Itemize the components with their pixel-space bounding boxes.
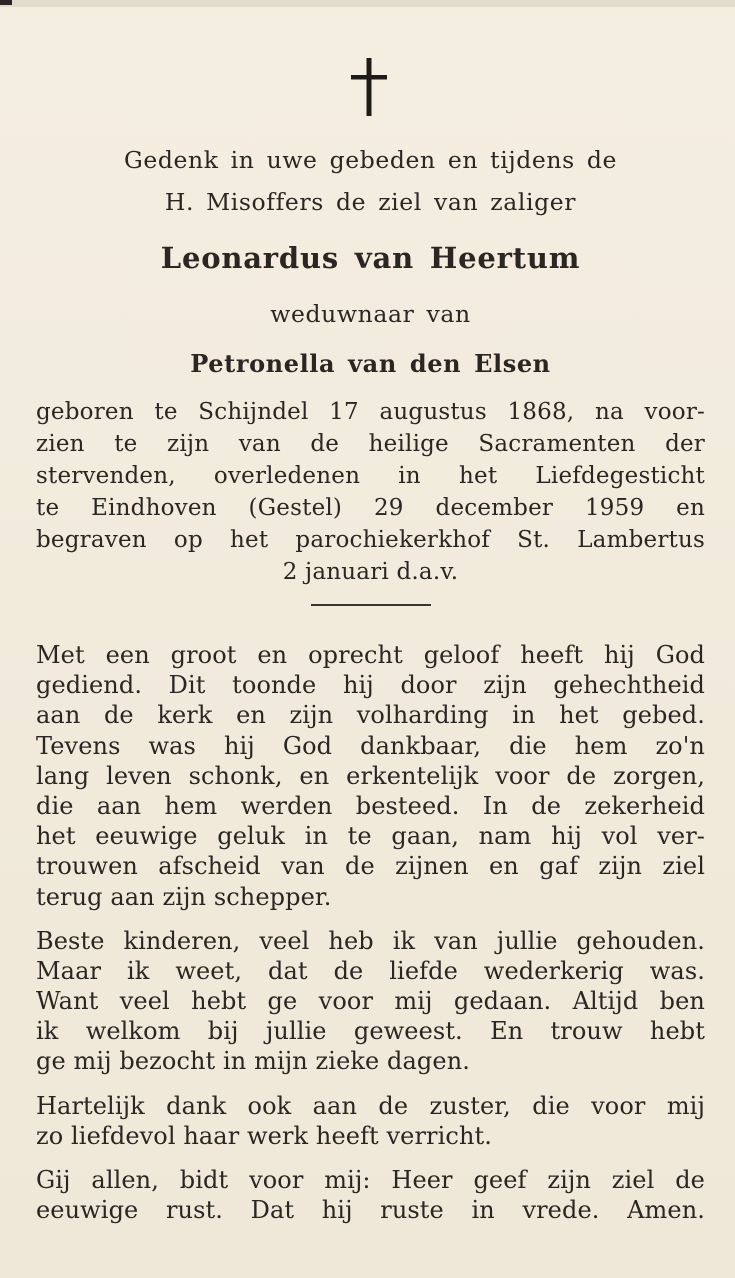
intro-line-2: H. Misoffers de ziel van zaliger — [164, 188, 577, 216]
bio-line: geboren te Schijndel 17 augustus 1868, na voor- — [36, 399, 705, 425]
text-line: aan de kerk en zijn volharding in het gebed. — [36, 701, 705, 730]
bio-line: zien te zijn van de heilige Sacramenten der — [36, 431, 705, 457]
text-line: zo liefdevol haar werk heeft verricht. — [36, 1121, 492, 1150]
paragraph-children — [36, 926, 705, 1077]
memorial-text — [36, 640, 705, 1239]
deceased-name: Leonardus van Heertum — [160, 241, 581, 275]
corner-mark — [0, 0, 12, 5]
text-line: Beste kinderen, veel heb ik van jullie gehouden. — [36, 926, 705, 955]
text-line: ge mij bezocht in mijn zieke dagen. — [36, 1047, 470, 1076]
text-line: Hartelijk dank ook aan de zuster, die voor mij — [36, 1091, 705, 1120]
divider-line — [311, 604, 431, 606]
text-line: Maar ik weet, dat de liefde wederkerig was. — [36, 956, 705, 985]
text-line: Gij allen, bidt voor mij: Heer geef zijn ziel de — [36, 1166, 705, 1194]
text-line: eeuwige rust. Dat hij ruste in vrede. Amen. — [36, 1196, 705, 1225]
text-line: ik welkom bij jullie geweest. En trouw hebt — [36, 1017, 705, 1046]
paragraph-thanks — [36, 1091, 705, 1151]
spouse-name: Petronella van den Elsen — [190, 349, 551, 378]
cross-icon — [349, 58, 389, 116]
paragraph-prayer — [36, 1165, 705, 1225]
text-line: het eeuwige geluk in te gaan, nam hij vol ver- — [36, 822, 705, 851]
text-line: Met een groot en oprecht geloof heeft hij God — [36, 641, 705, 669]
text-line: Tevens was hij God dankbaar, die hem zo'n — [36, 731, 705, 760]
text-line: terug aan zijn schepper. — [36, 882, 332, 911]
text-line: trouwen afscheid van de zijnen en gaf zijn ziel — [36, 852, 705, 881]
text-line: lang leven schonk, en erkentelijk voor de zorgen, — [36, 761, 705, 790]
biography-block — [36, 396, 705, 588]
text-line: Want veel hebt ge voor mij gedaan. Altijd ben — [36, 987, 705, 1016]
bio-line: begraven op het parochiekerkhof St. Lambertus — [36, 527, 705, 553]
paragraph-faith — [36, 640, 705, 912]
relation-text: weduwnaar van — [270, 300, 471, 328]
intro-line-1: Gedenk in uwe gebeden en tijdens de — [123, 146, 617, 174]
bio-line: 2 januari d.a.v. — [282, 559, 459, 585]
text-line: gediend. Dit toonde hij door zijn gehechtheid — [36, 671, 705, 700]
card-top-edge — [0, 0, 735, 7]
bio-line: stervenden, overledenen in het Liefdegesticht — [36, 463, 705, 489]
text-line: die aan hem werden besteed. In de zekerheid — [36, 791, 705, 820]
bio-line: te Eindhoven (Gestel) 29 december 1959 en — [36, 495, 705, 521]
